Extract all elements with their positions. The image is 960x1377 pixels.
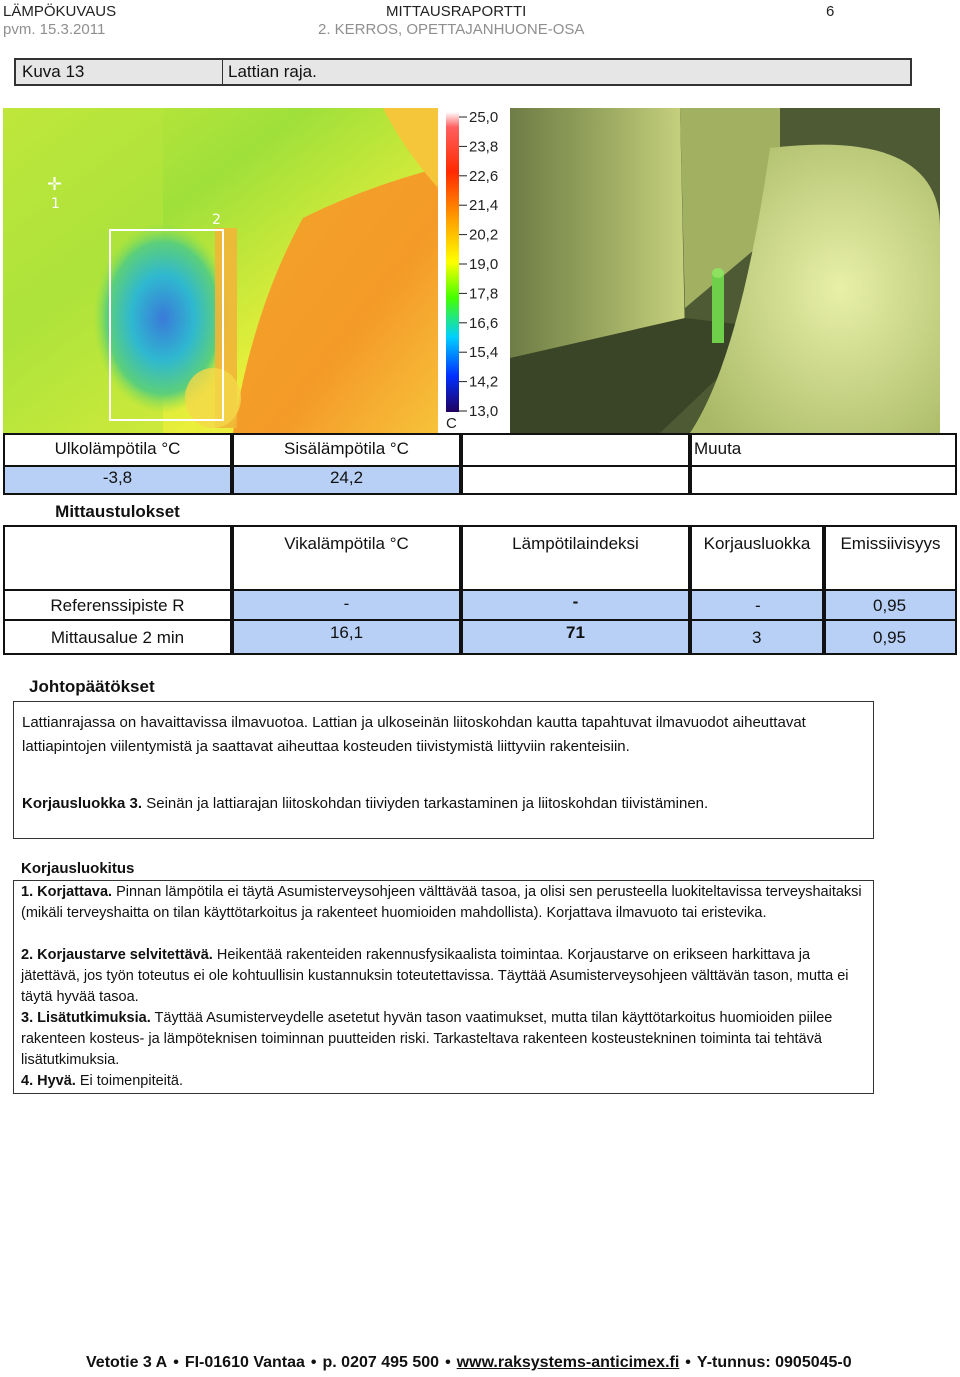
row-reference-emissivity: 0,95 — [873, 596, 907, 615]
indoor-temp-label: Sisälämpötila °C — [284, 439, 409, 458]
marker-label-1: 1 — [51, 196, 60, 212]
scale-label: 15,4 — [469, 344, 499, 362]
class-item-1 — [21, 882, 869, 924]
row-area-repair-class: 3 — [752, 628, 762, 647]
scale-label: 13,0 — [469, 403, 499, 420]
measurement-table — [3, 433, 957, 655]
image-title: Lattian raja. — [228, 62, 317, 81]
footer-address: Vetotie 3 A — [86, 1354, 168, 1371]
footer-city: FI-01610 Vantaa — [184, 1354, 305, 1371]
row-area-fault-temp: 16,1 — [329, 623, 364, 642]
row-reference-label: Referenssipiste R — [50, 596, 185, 615]
conclusions-title: Johtopäätökset — [29, 677, 155, 696]
bullet-icon: • — [173, 1354, 179, 1371]
scale-label: 25,0 — [469, 109, 499, 126]
outdoor-temp-value: -3,8 — [102, 468, 133, 487]
marker-1-icon: ✛ — [47, 174, 63, 195]
other-label: Muuta — [694, 439, 742, 458]
scale-label: 21,4 — [469, 197, 499, 215]
class-2-text: Heikentää rakenteiden rakennusfysikaalista toimintaa. Korjaustarve on erikseen harkittava ja jätettävä, jos työn toteutus ei ole kohtuullisin kustannuksin toteutettavissa. Täyttää Asumisterveysohjeen välttävän tason, mutta ei täytä hyvää tasoa. — [21, 947, 849, 1005]
marker-label-2: 2 — [212, 212, 221, 228]
scale-label: 22,6 — [469, 167, 499, 185]
conclusions-repair-class-text: Seinän ja lattiarajan liitoskohdan tiiviyden tarkastaminen ja liitoskohdan tiivistäminen. — [146, 795, 709, 812]
class-item-4 — [21, 1071, 869, 1092]
footer — [86, 1354, 852, 1372]
scale-label: 20,2 — [469, 226, 499, 244]
conclusions-box — [13, 701, 874, 839]
col-repair-class: Korjausluokka — [703, 534, 811, 553]
footer-business-id: Y-tunnus: 0905045-0 — [696, 1354, 852, 1371]
reference-photo — [510, 108, 940, 433]
classes-title: Korjausluokitus — [21, 860, 135, 877]
page-number: 6 — [826, 3, 835, 20]
bullet-icon: • — [445, 1354, 451, 1371]
indoor-temp-value: 24,2 — [329, 468, 364, 487]
footer-phone: p. 0207 495 500 — [322, 1354, 440, 1371]
image-caption — [14, 58, 912, 86]
thermal-image — [3, 108, 438, 433]
header-date: pvm. 15.3.2011 — [3, 21, 106, 38]
footer-website-link[interactable]: www.raksystems-anticimex.fi — [456, 1354, 680, 1371]
conclusions-repair-class-label: Korjausluokka 3. — [22, 795, 143, 812]
conclusions-repair-line — [22, 792, 867, 816]
col-fault-temp: Vikalämpötila °C — [284, 534, 409, 553]
header-report-type: LÄMPÖKUVAUS — [3, 3, 117, 20]
row-area-emissivity: 0,95 — [873, 628, 907, 647]
bullet-icon: • — [685, 1354, 691, 1371]
row-reference-fault-temp: - — [343, 594, 350, 613]
col-emissivity: Emissiivisyys — [840, 534, 941, 553]
row-area-temp-index: 71 — [566, 623, 585, 642]
results-title: Mittaustulokset — [55, 502, 180, 521]
bullet-icon: • — [310, 1354, 317, 1371]
class-item-3 — [21, 1008, 869, 1071]
scale-label: 19,0 — [469, 256, 499, 273]
col-temp-index: Lämpötilaindeksi — [512, 534, 639, 553]
image-number: Kuva 13 — [22, 62, 85, 81]
scale-label: 17,8 — [469, 285, 499, 303]
scale-label: 16,6 — [469, 314, 499, 332]
class-1-text: Pinnan lämpötila ei täytä Asumisterveysohjeen välttävää tasoa, ja olisi sen perusteella luokiteltavissa terveyshaitaksi (mikäli terveyshaitta on tilan käyttötarkoitus ja rakenteet huomioiden mahdollista). Korjattava ilmavuoto tai eristevika. — [21, 884, 862, 921]
classes-box — [13, 880, 874, 1094]
row-reference-temp-index: - — [572, 592, 579, 611]
row-area-label: Mittausalue 2 min — [50, 628, 185, 647]
scale-unit: C — [446, 415, 457, 432]
outdoor-temp-label: Ulkolämpötila °C — [54, 439, 181, 458]
scale-label: 23,8 — [469, 138, 499, 156]
class-item-2 — [21, 945, 869, 1008]
class-4-label: 4. Hyvä. — [21, 1073, 76, 1089]
row-reference-repair-class: - — [755, 596, 761, 615]
header-report-title: MITTAUSRAPORTTI — [386, 3, 527, 20]
temperature-scale — [438, 108, 510, 433]
class-1-label: 1. Korjattava. — [21, 884, 113, 900]
class-3-text: Täyttää Asumisterveydelle asetetut hyvän tason vaatimukset, mutta tilan käyttötarkoitus huomioiden piilee rakenteen kosteus- ja lämpöteknisen toiminnan puutteiden riski. Tarkasteltava rakenteen kosteustekninen toiminta tai tehtävä lisätutkimuksia. — [21, 1010, 833, 1068]
class-2-label: 2. Korjaustarve selvitettävä. — [21, 947, 213, 963]
scale-label: 14,2 — [469, 373, 499, 391]
conclusions-text: Lattianrajassa on havaittavissa ilmavuotoa. Lattian ja ulkoseinän liitoskohdan kautta tapahtuvat ilmavuodot aiheuttavat lattiapintojen viilentymistä ja saattavat aiheuttaa kosteuden tiivistymistä liittyviin rakenteisiin. — [22, 714, 806, 755]
header-location: 2. KERROS, OPETTAJANHUONE-OSA — [318, 21, 585, 38]
class-4-text: Ei toimenpiteitä. — [79, 1073, 184, 1089]
class-3-label: 3. Lisätutkimuksia. — [21, 1010, 151, 1026]
